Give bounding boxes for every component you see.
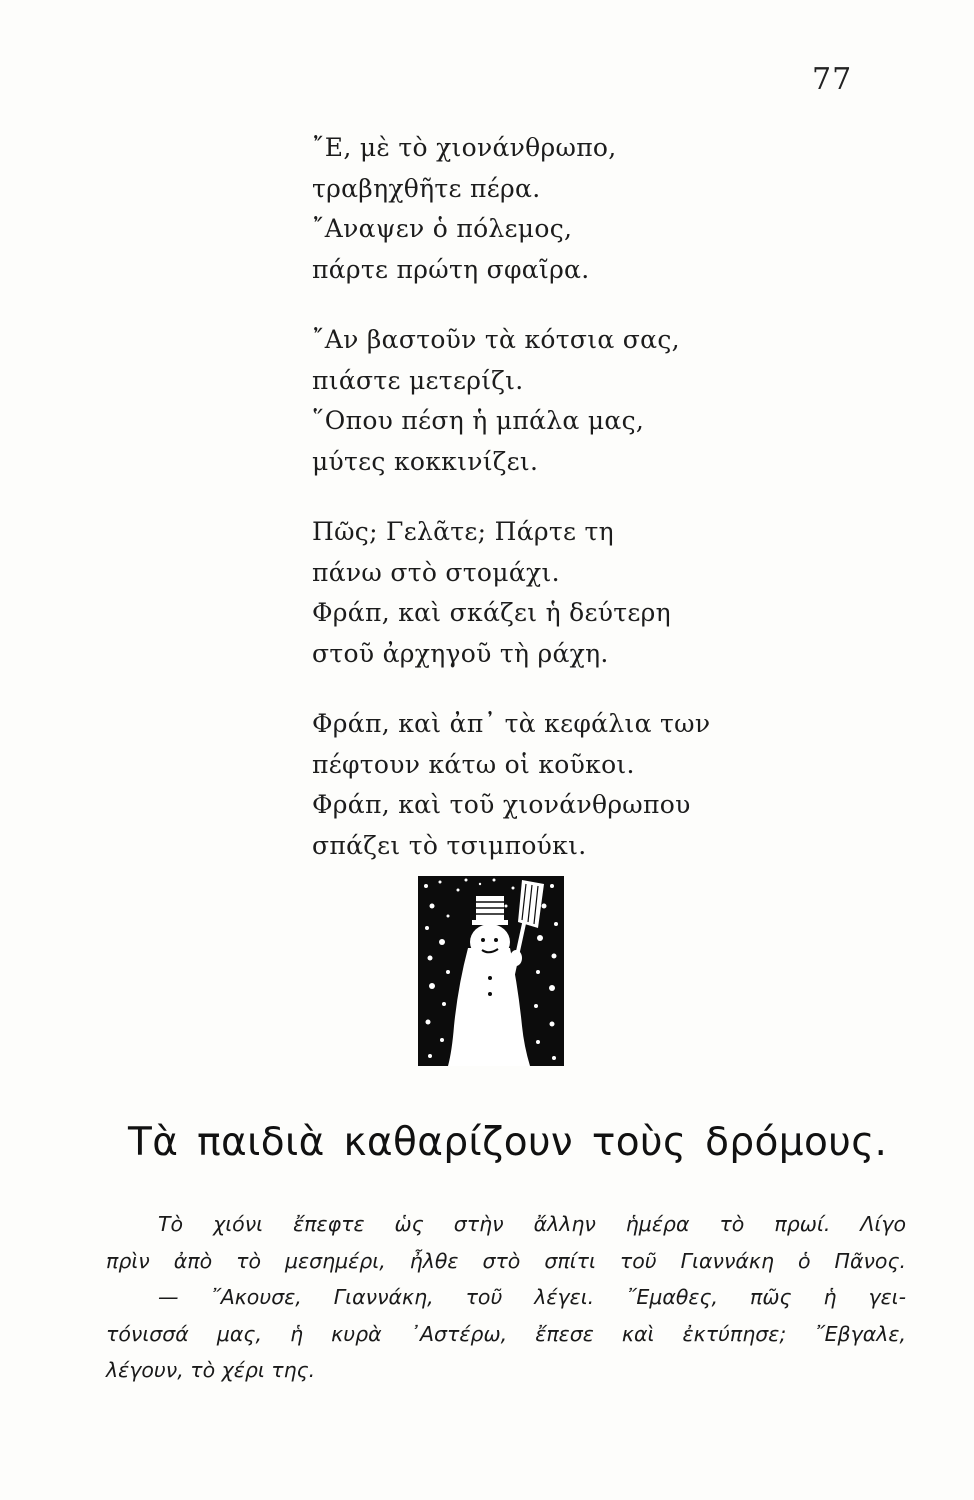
poem-line: Πῶς; Γελᾶτε; Πάρτε τη — [312, 517, 614, 546]
page-number: 77 — [812, 62, 853, 97]
poem-line: πέφτουν κάτω οἱ κοῦκοι. — [312, 749, 635, 779]
poem-stanza — [312, 704, 872, 866]
poem-line: πάρτε πρώτη σφαῖρα. — [312, 254, 590, 284]
poem-line: ῎Ε, μὲ τὸ χιονάνθρωπο, — [312, 133, 617, 162]
poem-line: στοῦ ἀρχηγοῦ τὴ ράχη. — [312, 638, 609, 668]
poem-line: Φράπ, καὶ σκάζει ἡ δεύτερη — [312, 598, 671, 627]
prose-line: τόνισσά μας, ἡ κυρὰ ᾿Αστέρω, ἔπεσε καὶ ἐκτύπησε; ῎Εβγαλε, — [106, 1321, 906, 1346]
poem-line: Φράπ, καὶ ἀπ᾽ τὰ κεφάλια των — [312, 709, 711, 738]
poem-line: ῞Οπου πέση ἡ μπάλα μας, — [312, 406, 645, 435]
poem-line: ῎Αν βαστοῦν τὰ κότσια σας, — [312, 325, 680, 354]
poem-line: τραβηχθῆτε πέρα. — [312, 173, 541, 203]
poem-line: μύτες κοκκινίζει. — [312, 446, 539, 476]
prose-line: Τὸ χιόνι ἔπεφτε ὡς στὴν ἄλλην ἡμέρα τὸ πρωί. Λίγο — [158, 1212, 906, 1236]
prose-line: πρὶν ἀπὸ τὸ μεσημέρι, ἦλθε στὸ σπίτι τοῦ Γιαννάκη ὁ Πᾶνος. — [106, 1248, 906, 1273]
poem-line: Φράπ, καὶ τοῦ χιονάνθρωπου — [312, 790, 691, 819]
poem-stanza — [312, 512, 872, 674]
prose-line: λέγουν, τὸ χέρι της. — [106, 1358, 316, 1382]
poem-line: πιάστε μετερίζι. — [312, 365, 524, 395]
poem-line: πάνω στὸ στομάχι. — [312, 557, 560, 587]
poem — [312, 128, 872, 896]
snowman-illustration-icon — [418, 876, 564, 1066]
poem-line: ῎Αναψεν ὁ πόλεμος, — [312, 214, 573, 243]
poem-line: σπάζει τὸ τσιμπούκι. — [312, 830, 587, 860]
poem-stanza — [312, 320, 872, 482]
poem-stanza — [312, 128, 872, 290]
section-title: Τὰ παιδιὰ καθαρίζουν τοὺς δρόμους. — [128, 1120, 888, 1165]
prose-line: — ῎Ακουσε, Γιαννάκη, τοῦ λέγει. ῎Εμαθες, πῶς ἡ γει- — [158, 1285, 906, 1309]
prose-paragraph — [106, 1206, 906, 1389]
